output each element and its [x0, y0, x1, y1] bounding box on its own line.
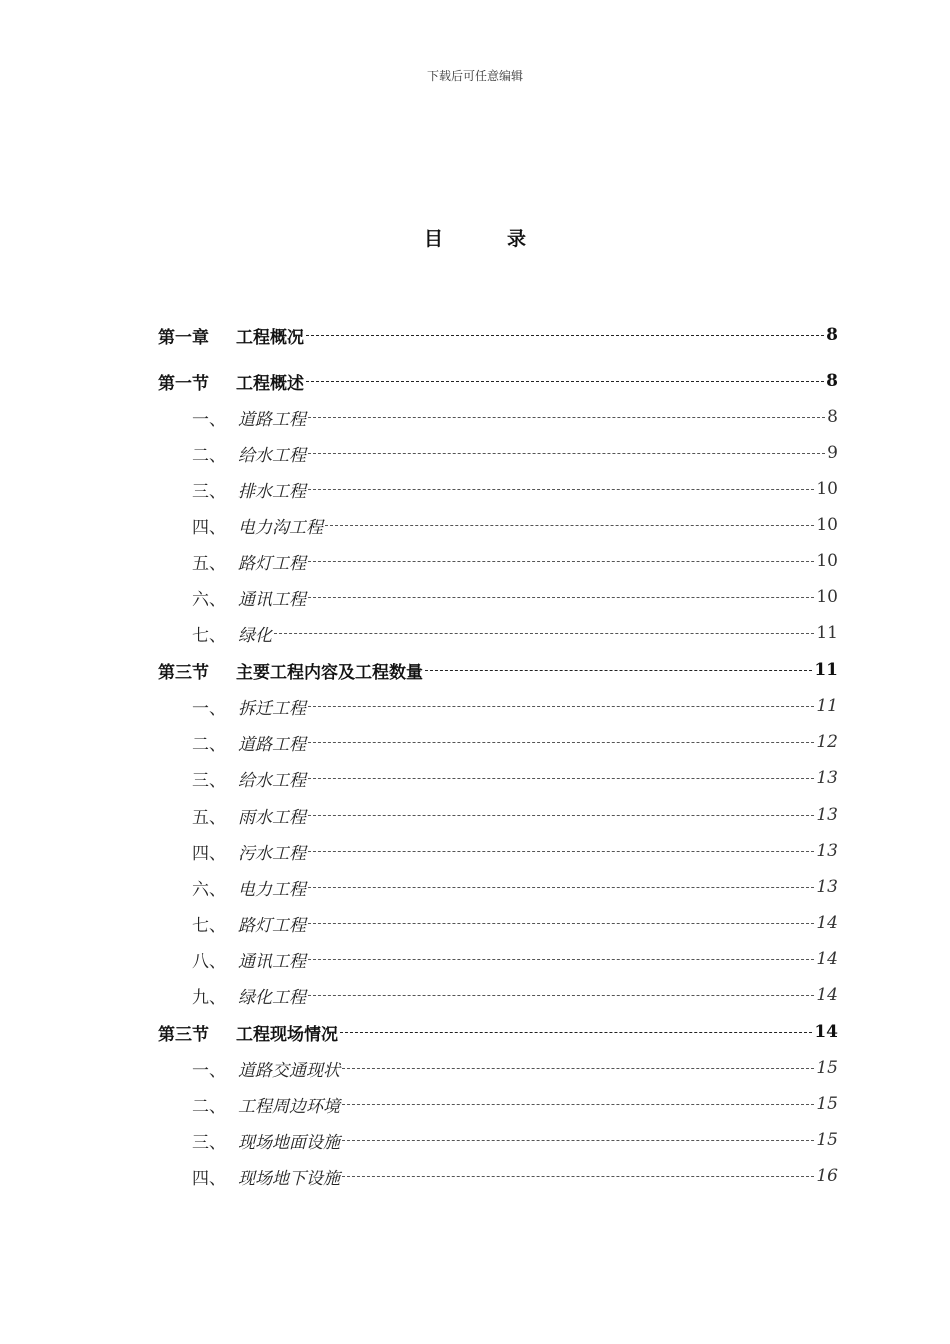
toc-entry-number: 一、: [192, 698, 226, 719]
toc-entry-label: 工程概况: [236, 327, 304, 348]
toc-entry[interactable]: [158, 584, 838, 610]
toc-entry-number: 四、: [192, 843, 226, 864]
toc-entry[interactable]: [158, 874, 838, 900]
toc-entry-number: 六、: [192, 589, 226, 610]
toc-entry-number: 七、: [192, 915, 226, 936]
toc-entry[interactable]: [158, 693, 838, 719]
toc-entry-label: 道路交通现状: [238, 1060, 340, 1081]
toc-leader-line: [308, 838, 814, 864]
toc-leader-line: [308, 548, 814, 574]
toc-leader-line: [308, 693, 814, 719]
toc-entry-page: 15: [816, 1130, 838, 1150]
toc-entry-number: 一、: [192, 409, 226, 430]
toc-entry-page: 13: [816, 768, 838, 788]
toc-entry-page: 14: [816, 949, 838, 969]
toc-entry-page: 11: [816, 696, 838, 716]
toc-entry[interactable]: [158, 910, 838, 936]
toc-entry-label: 现场地面设施: [238, 1132, 340, 1153]
toc-leader-line: [308, 404, 825, 430]
toc-entry-page: 14: [814, 1022, 838, 1042]
toc-entry-page: 13: [816, 877, 838, 897]
toc-entry-page: 8: [827, 407, 838, 427]
toc-leader-line: [308, 910, 814, 936]
toc-entry-page: 12: [816, 732, 838, 752]
toc-entry-label: 通讯工程: [238, 951, 306, 972]
toc-leader-line: [342, 1055, 814, 1081]
toc-entry[interactable]: [158, 946, 838, 972]
toc-entry[interactable]: [158, 368, 838, 394]
toc-entry-label: 污水工程: [238, 843, 306, 864]
toc-leader-line: [308, 765, 814, 791]
toc-entry[interactable]: [158, 512, 838, 538]
toc-entry[interactable]: [158, 476, 838, 502]
header-note: 下载后可任意编辑: [426, 69, 523, 83]
toc-entry-page: 8: [826, 371, 838, 391]
toc-entry-number: 第一章: [158, 327, 209, 348]
toc-entry-label: 通讯工程: [238, 589, 306, 610]
toc-entry-label: 绿化工程: [238, 987, 306, 1008]
toc-leader-line: [274, 620, 814, 646]
toc-leader-line: [308, 584, 814, 610]
toc-entry-label: 工程周边环境: [238, 1096, 340, 1117]
toc-entry-label: 拆迁工程: [238, 698, 306, 719]
toc-entry-number: 一、: [192, 1060, 226, 1081]
toc-entry-number: 三、: [192, 1132, 226, 1153]
toc-entry-number: 五、: [192, 553, 226, 574]
toc-entry-label: 绿化: [238, 625, 272, 646]
toc-entry-number: 第一节: [158, 373, 209, 394]
toc-entry-label: 道路工程: [238, 409, 306, 430]
toc-entry-page: 13: [816, 841, 838, 861]
toc-entry-number: 八、: [192, 951, 226, 972]
toc-entry-label: 工程现场情况: [236, 1024, 338, 1045]
toc-entry-number: 九、: [192, 987, 226, 1008]
toc-entry-number: 二、: [192, 734, 226, 755]
toc-entry-label: 雨水工程: [238, 807, 306, 828]
toc-entry-label: 主要工程内容及工程数量: [236, 662, 423, 683]
toc-entry[interactable]: [158, 765, 838, 791]
toc-entry-page: 10: [816, 479, 838, 499]
toc-entry[interactable]: [158, 729, 838, 755]
toc-entry-page: 15: [816, 1094, 838, 1114]
toc-entry-number: 二、: [192, 445, 226, 466]
toc-leader-line: [308, 874, 814, 900]
toc-entry-label: 排水工程: [238, 481, 306, 502]
toc-entry[interactable]: [158, 548, 838, 574]
toc-entry[interactable]: [158, 1163, 838, 1189]
toc-entry[interactable]: [158, 1091, 838, 1117]
toc-entry-page: 10: [816, 587, 838, 607]
toc-entry-label: 路灯工程: [238, 553, 306, 574]
toc-entry[interactable]: [158, 322, 838, 348]
toc-leader-line: [308, 729, 814, 755]
toc-leader-line: [340, 1019, 812, 1045]
toc-entry[interactable]: [158, 620, 838, 646]
toc-leader-line: [325, 512, 814, 538]
toc-leader-line: [308, 802, 814, 828]
toc-entry-number: 七、: [192, 625, 226, 646]
toc-entry-number: 四、: [192, 517, 226, 538]
toc-entry-number: 五、: [192, 807, 226, 828]
toc-entry-page: 11: [814, 660, 838, 680]
toc-entry-label: 工程概述: [236, 373, 304, 394]
toc-leader-line: [308, 440, 825, 466]
toc-entry-label: 道路工程: [238, 734, 306, 755]
toc-entry[interactable]: [158, 838, 838, 864]
toc-entry[interactable]: [158, 1019, 838, 1045]
toc-entry-number: 二、: [192, 1096, 226, 1117]
toc-entry-page: 10: [816, 515, 838, 535]
toc-leader-line: [425, 657, 812, 683]
toc-title: [0, 224, 950, 251]
toc-title-left: 目: [423, 228, 443, 250]
toc-leader-line: [308, 982, 814, 1008]
toc-entry-page: 10: [816, 551, 838, 571]
toc-entry-number: 四、: [192, 1168, 226, 1189]
toc-entry-number: 第三节: [158, 1024, 209, 1045]
toc-entry-number: 三、: [192, 770, 226, 791]
toc-entry[interactable]: [158, 404, 838, 430]
toc-entry-number: 六、: [192, 879, 226, 900]
toc-entry-label: 给水工程: [238, 770, 306, 791]
toc-leader-line: [306, 368, 824, 394]
toc-entry-page: 14: [816, 985, 838, 1005]
toc-entry-page: 8: [826, 325, 838, 345]
toc-leader-line: [306, 322, 824, 348]
toc-leader-line: [308, 476, 814, 502]
toc-entry-label: 电力工程: [238, 879, 306, 900]
toc-entry-label: 电力沟工程: [238, 517, 323, 538]
toc-entry[interactable]: [158, 440, 838, 466]
toc-entry-page: 15: [816, 1058, 838, 1078]
toc-leader-line: [342, 1163, 814, 1189]
toc-entry[interactable]: [158, 802, 838, 828]
toc-entry-label: 现场地下设施: [238, 1168, 340, 1189]
toc-entry-number: 三、: [192, 481, 226, 502]
toc-entry[interactable]: [158, 982, 838, 1008]
toc-entry-page: 9: [827, 443, 838, 463]
toc-entry[interactable]: [158, 1127, 838, 1153]
toc-entry[interactable]: [158, 657, 838, 683]
toc-entry-label: 给水工程: [238, 445, 306, 466]
toc-leader-line: [308, 946, 814, 972]
toc-title-right: 录: [507, 228, 527, 250]
toc-entry-number: 第三节: [158, 662, 209, 683]
toc-entry[interactable]: [158, 1055, 838, 1081]
toc-entry-label: 路灯工程: [238, 915, 306, 936]
toc-leader-line: [342, 1127, 814, 1153]
toc-entry-page: 16: [816, 1166, 838, 1186]
toc-entry-page: 11: [816, 623, 838, 643]
toc-leader-line: [342, 1091, 814, 1117]
toc-entry-page: 14: [816, 913, 838, 933]
toc-entry-page: 13: [816, 805, 838, 825]
